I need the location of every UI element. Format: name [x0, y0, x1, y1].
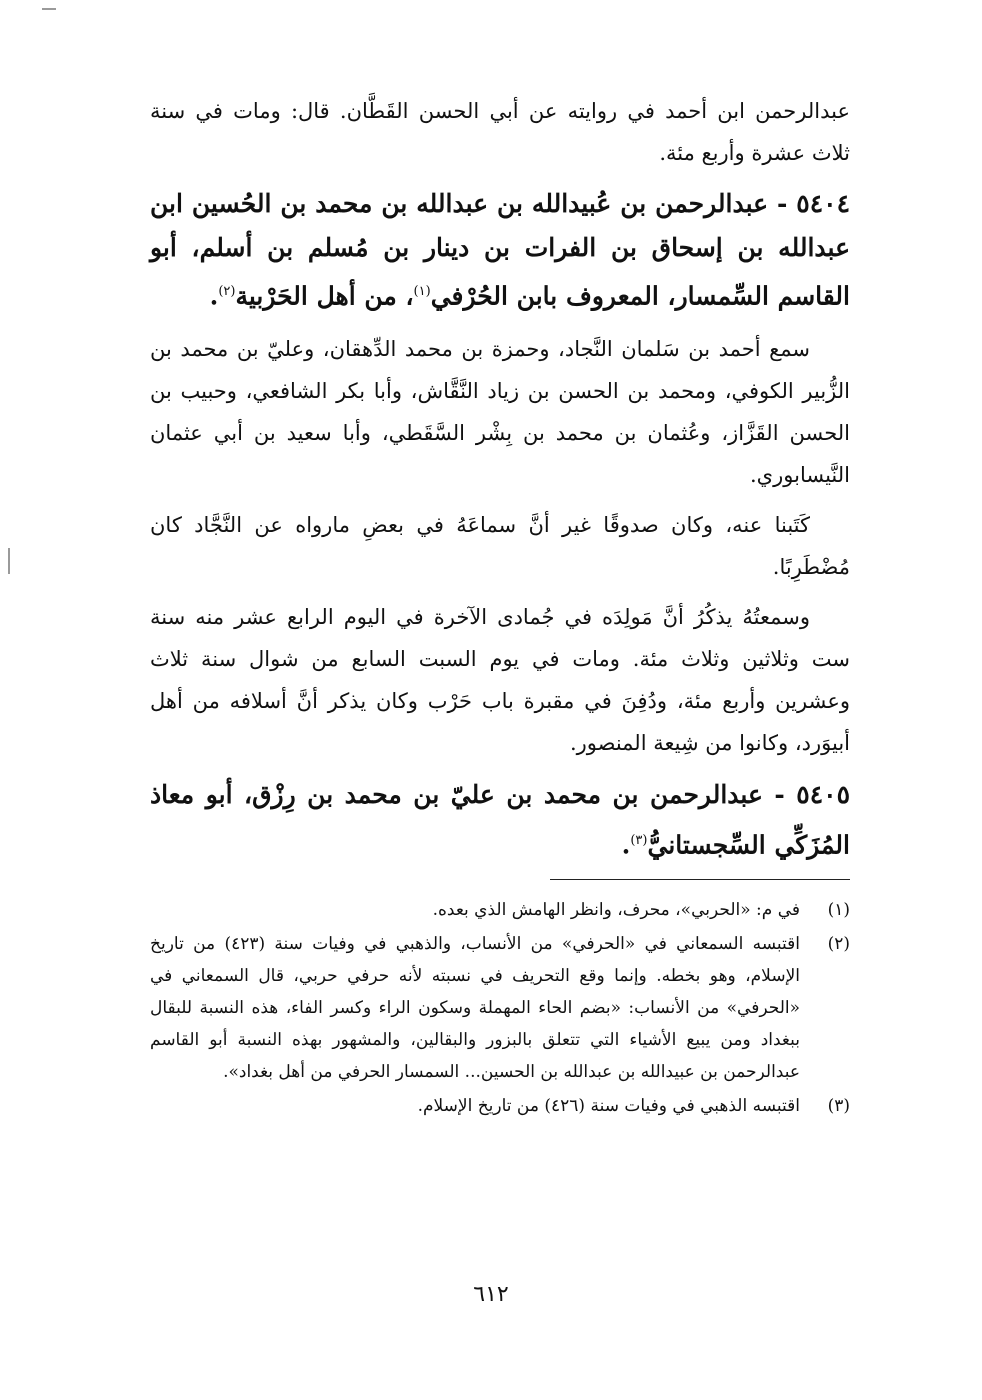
paragraph-dates: وسمعتُهُ يذكُرُ أنَّ مَولِدَه في جُمادى الآخرة في اليوم الرابع عشر منه سنة ست وثلاثين وثلاث مئة. ومات في يوم السبت السابع من شوال سنة ثلاث وعشرين وأربع مئة، ودُفِنَ في مقبرة باب حَرْب وكان يذكر أنَّ أسلافه من أهل أبيوَرد، وكانوا من شِيعة المنصور.	[150, 605, 850, 756]
paragraph-teachers: سمع أحمد بن سَلمان النَّجاد، وحمزة بن محمد الدِّهقان، وعليّ بن محمد بن الزُّبير الكوفي، ومحمد بن الحسن بن زياد النَّقَّاش، وأبا بكر الشافعي، وحبيب بن الحسن القَزَّاز، وعُثمان بن محمد بن بِشْر السَّقَطي، وأبا سعيد بن أبي عثمان النَّيسابوري.	[150, 337, 850, 488]
footnote-1	[150, 894, 850, 926]
entry-5404-text-mid: ، من أهل الحَرْبية	[235, 281, 414, 311]
footnote-number: (٢)	[827, 933, 850, 954]
paragraph-continuation: عبدالرحمن ابن أحمد في روايته عن أبي الحسن القَطَّان. قال: ومات في سنة ثلاث عشرة وأربع مئة.	[150, 99, 850, 165]
footnote-divider	[550, 879, 850, 880]
book-page	[150, 90, 850, 1124]
footnote-3	[150, 1090, 850, 1122]
footnote-text: اقتبسه السمعاني في «الحرفي» من الأنساب، والذهبي في وفيات سنة (٤٢٣) من تاريخ الإسلام، وهو بخطه. وإنما وقع التحريف في نسبته لأنه حرفي حربي، قال السمعاني في «الحرفي» من الأنساب: «بضم الحاء المهملة وسكون الراء وكسر الفاء، هذه النسبة للبقال ببغداد ومن يبيع الأشياء التي تتعلق بالبزور والبقالين، والمشهور بهذه النسبة أبو القاسم عبدالرحمن بن عبيدالله بن عبدالله بن الحسين... السمسار الحرفي من أهل بغداد».	[150, 933, 801, 1082]
footnote-text: في م: «الحربي»، محرف، وانظر الهامش الذي بعده.	[432, 899, 800, 920]
page-number: ٦١٢	[473, 1282, 509, 1307]
scan-mark-left	[8, 548, 10, 574]
entry-5405-text-end: .	[621, 830, 631, 860]
paragraph-reliability: كَتَبنا عنه، وكان صدوقًا غير أنَّ سماعَهُ في بعضِ مارواه عن النَّجَّاد كان مُضْطَرِبًا.	[150, 513, 850, 580]
footnote-number: (٣)	[827, 1095, 850, 1116]
entry-5404-text: ٥٤٠٤ - عبدالرحمن بن عُبيدالله بن عبدالله بن محمد بن الحُسين ابن عبدالله بن إسحاق بن الفرات بن دينار بن مُسلم بن أسلم، أبو القاسم السِّمسار، المعروف بابن الحُرْفي	[150, 189, 850, 311]
footnote-number: (١)	[827, 899, 850, 920]
entry-5404-text-end: .	[209, 281, 219, 311]
footnote-ref-1[interactable]: (١)	[413, 284, 431, 299]
entry-5405-text: ٥٤٠٥ - عبدالرحمن بن محمد بن عليّ بن محمد بن رِزْق، أبو معاذ المُزَكِّي السِّجستانيُّ	[150, 780, 850, 860]
footnote-2	[150, 928, 850, 1088]
entry-5405-heading	[150, 772, 850, 868]
entry-5404-heading	[150, 182, 850, 318]
footnote-text: اقتبسه الذهبي في وفيات سنة (٤٢٦) من تاريخ الإسلام.	[417, 1095, 800, 1116]
footnote-ref-3[interactable]: (٣)	[630, 833, 648, 849]
footnote-ref-2[interactable]: (٢)	[218, 284, 236, 299]
scan-mark-top	[42, 8, 56, 10]
